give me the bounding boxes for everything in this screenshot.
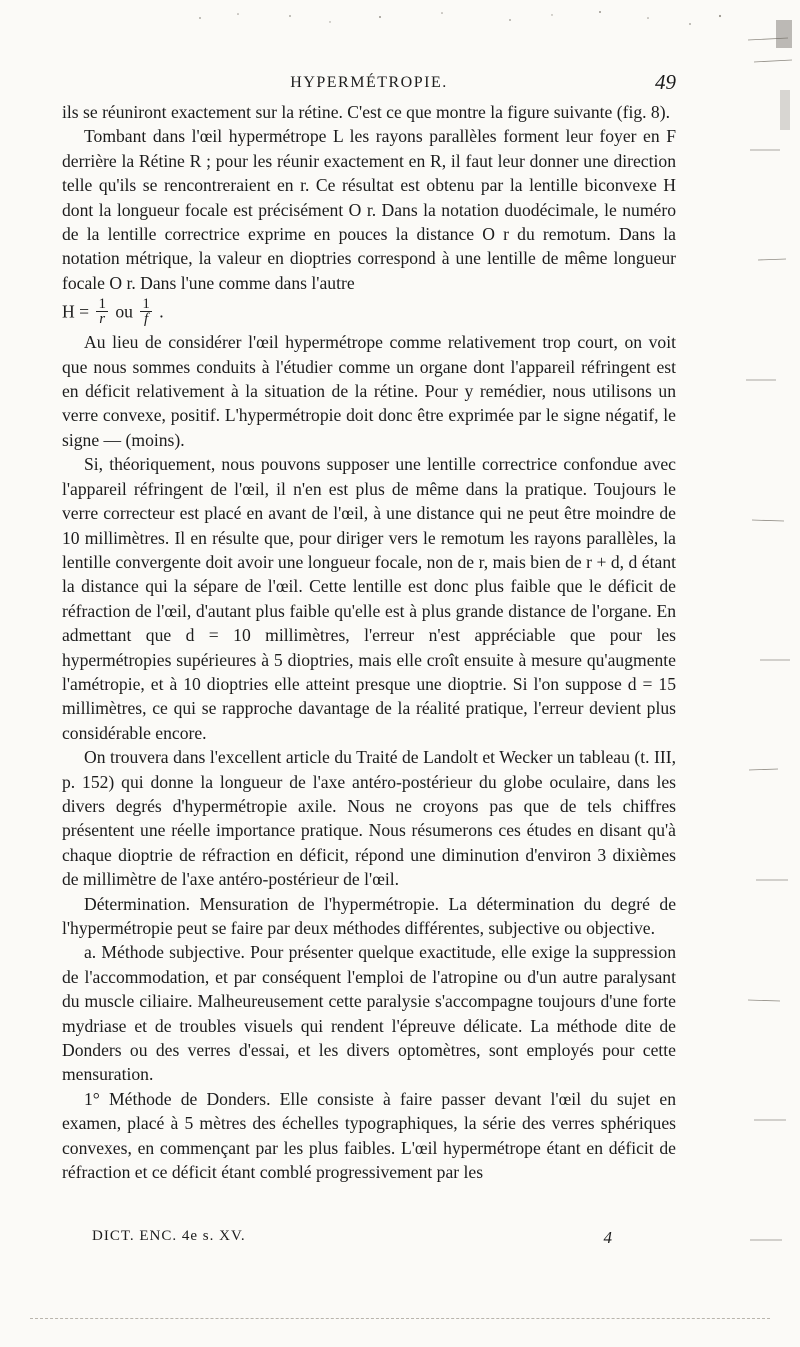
fraction-one-over-r bbox=[96, 297, 108, 326]
paragraph: Tombant dans l'œil hypermétrope L les rayons parallèles forment leur foyer en F derrière la Rétine R ; pour les réunir exactement en R, il faut leur donner une direction telle qu'ils se rencontreraient en r. Ce résultat est obtenu par la lentille biconvexe H dont la longueur focale est précisément O r. Dans la notation duodécimale, le numéro de la lentille correctrice exprime en pouces la distance O r du remotum. Dans la notation métrique, la valeur en dioptries correspond à une lentille de même longueur focale O r. Dans l'une comme dans l'autre bbox=[62, 126, 676, 293]
fraction-numerator: 1 bbox=[98, 296, 106, 313]
paragraph: Si, théoriquement, nous pouvons supposer une lentille correctrice confondue avec l'appareil réfringent de l'œil, il n'en est plus de même dans la pratique. Toujours le verre correcteur est placé en avant de l'œil, à une distance qui ne peut être moindre de 10 millimètres. Il en résulte que, pour diriger vers le remotum les rayons parallèles, la lentille convergente doit avoir une longueur focale, non de r, mais bien de r + d, d étant la distance qui la sépare de l'œil. Cette lentille est donc plus faible que le déficit de réfraction de l'œil, d'autant plus faible qu'elle est à plus grande distance de l'organe. En admettant que d = 10 millimètres, l'erreur n'est appréciable que pour les hypermétropies supérieures à 5 dioptries, mais elle croît ensuite à mesure qu'augmente l'amétropie, et à 10 dioptries elle atteint presque une dioptrie. Si l'on suppose d = 15 millimètres, ce qui se rapproche davantage de la réalité pratique, l'erreur devient plus considérable encore. bbox=[62, 454, 676, 743]
printer-signature: DICT. ENC. 4e s. XV. bbox=[92, 1228, 246, 1244]
paragraph: On trouvera dans l'excellent article du Traité de Landolt et Wecker un tableau (t. III, p. 152) qui donne la longueur de l'axe antéro-postérieur du globe oculaire, dans les divers degrés d'hypermétropie axile. Nous ne croyons pas que de tels chiffres présentent une réelle importance pratique. Nous résumerons ces études en disant qu'à chaque dioptrie de réfraction en déficit, répond une diminution d'environ 3 dixièmes de millimètre de l'axe antéro-postérieur de l'œil. bbox=[62, 747, 676, 890]
page-number: 49 bbox=[655, 70, 676, 94]
fraction-one-over-f bbox=[140, 297, 152, 326]
page-footer bbox=[92, 1228, 612, 1250]
sheet-number: 4 bbox=[603, 1228, 612, 1247]
formula-connector: ou bbox=[115, 301, 133, 322]
scan-bottom-edge bbox=[30, 1318, 770, 1319]
body-text bbox=[62, 100, 676, 1184]
formula-lhs: H = bbox=[62, 301, 90, 322]
paragraph: Détermination. Mensuration de l'hypermétropie. La détermination du degré de l'hypermétropie peut se faire par deux méthodes différentes, subjective ou objective. bbox=[62, 893, 676, 938]
formula-end: . bbox=[159, 301, 164, 322]
paragraph: a. Méthode subjective. Pour présenter quelque exactitude, elle exige la suppression de l'accommodation, et par conséquent l'emploi de l'atropine ou d'un autre paralysant du muscle ciliaire. Malheureusement cette paralysie s'accompagne toujours d'une forte mydriase et de troubles visuels qui rendent l'épreuve délicate. La méthode dite de Donders ou des verres d'essai, et les divers optomètres, sont employés pour cette mensuration. bbox=[62, 942, 676, 1085]
scan-speckle-top bbox=[180, 4, 740, 34]
scan-edge-shadow bbox=[740, 0, 800, 1347]
running-title: HYPERMÉTROPIE. bbox=[290, 74, 448, 91]
paragraph: 1° Méthode de Donders. Elle consiste à faire passer devant l'œil du sujet en examen, placé à 5 mètres des échelles typographiques, la série des verres sphériques convexes, en commençant par les plus faibles. L'œil hypermétrope étant en déficit de réfraction et ce déficit étant comblé progressivement par les bbox=[62, 1088, 676, 1183]
fraction-denominator: f bbox=[144, 311, 149, 328]
fraction-numerator: 1 bbox=[142, 296, 150, 313]
running-head bbox=[62, 70, 676, 96]
fraction-denominator: r bbox=[99, 311, 106, 328]
paragraph: Au lieu de considérer l'œil hypermétrope comme relativement trop court, on voit que nous sommes conduits à l'étudier comme un organe dont l'appareil réfringent est en déficit relativement à la situation de la rétine. Pour y remédier, nous utilisons un verre convexe, positif. L'hypermétropie doit donc être exprimée par le signe négatif, le signe — (moins). bbox=[62, 332, 676, 450]
paragraph: ils se réuniront exactement sur la rétine. C'est ce que montre la figure suivante (fig. 8). bbox=[62, 102, 670, 122]
formula bbox=[62, 295, 676, 330]
